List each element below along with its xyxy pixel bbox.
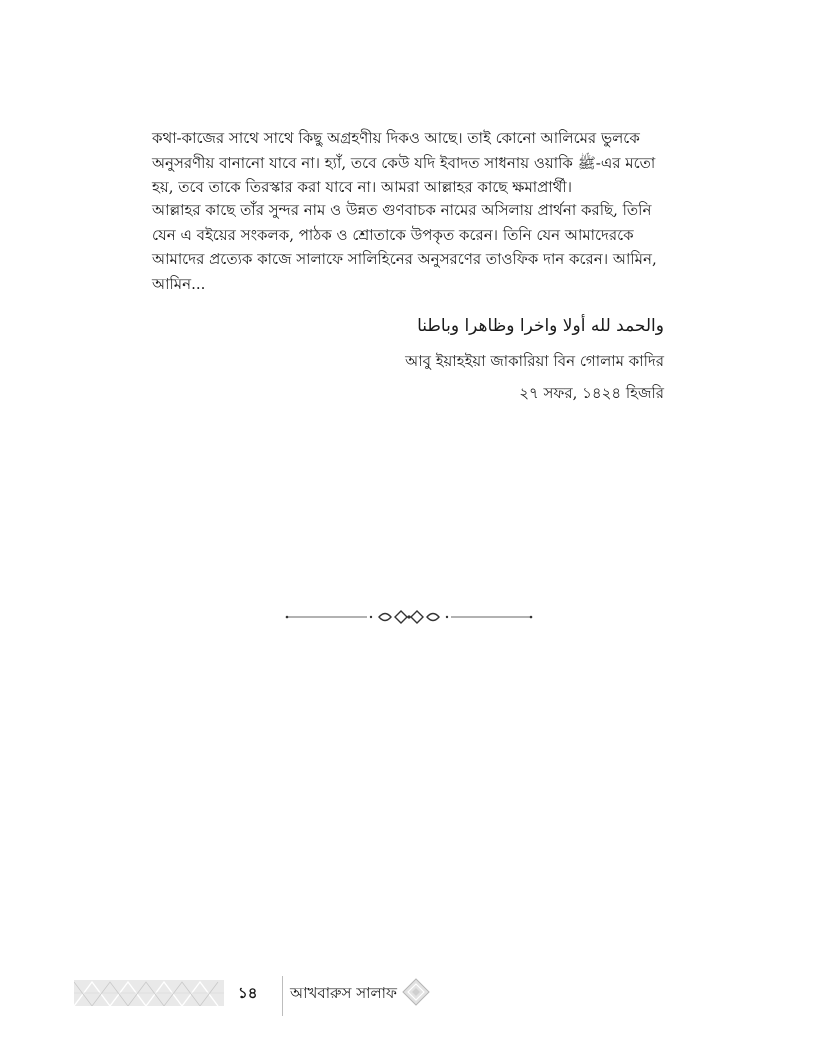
paragraph-2-line-3: আমাদের প্রত্যেক কাজে সালাফে সালিহিনের অনুসরণের তাওফিক দান করেন। আমিন, (152, 250, 657, 268)
geometric-pattern-icon (74, 980, 224, 1006)
paragraph-2 (152, 198, 664, 296)
paragraph-1 (152, 126, 664, 200)
signature-date: ২৭ সফর, ১৪২৪ হিজরি (519, 384, 664, 402)
decorative-divider-icon (283, 606, 535, 628)
footer-divider (282, 976, 283, 1016)
paragraph-1-line-3: হয়, তবে তাকে তিরস্কার করা যাবে না। আমরা আল্লাহর কাছে ক্ষমাপ্রার্থী। (152, 178, 573, 196)
running-book-title: আখবারুস সালাফ (290, 984, 397, 1002)
paragraph-2-line-2: যেন এ বইয়ের সংকলক, পাঠক ও শ্রোতাকে উপকৃত করেন। তিনি যেন আমাদেরকে (152, 225, 634, 244)
signature-author: আবু ইয়াহইয়া জাকারিয়া বিন গোলাম কাদির (405, 352, 664, 370)
paragraph-2-line-1: আল্লাহর কাছে তাঁর সুন্দর নাম ও উন্নত গুণবাচক নামের অসিলায় প্রার্থনা করছি, তিনি (152, 201, 652, 219)
signature-arabic-praise: والحمد لله أولا واخرا وظاهرا وباطنا (417, 316, 664, 336)
page-footer (62, 976, 397, 1016)
paragraph-2-line-4: আমিন... (152, 274, 206, 293)
page-number: ১৪ (238, 984, 258, 1002)
paragraph-1-line-2: অনুসরণীয় বানানো যাবে না। হ্যাঁ, তবে কেউ যদি ইবাদত সাধনায় ওয়াকি ﷺ-এর মতো (152, 153, 656, 172)
diamond-ornament-icon (402, 978, 430, 1006)
paragraph-1-line-1: কথা-কাজের সাথে সাথে কিছু অগ্রহণীয় দিকও আছে। তাই কোনো আলিমের ভুলকে (152, 129, 640, 147)
